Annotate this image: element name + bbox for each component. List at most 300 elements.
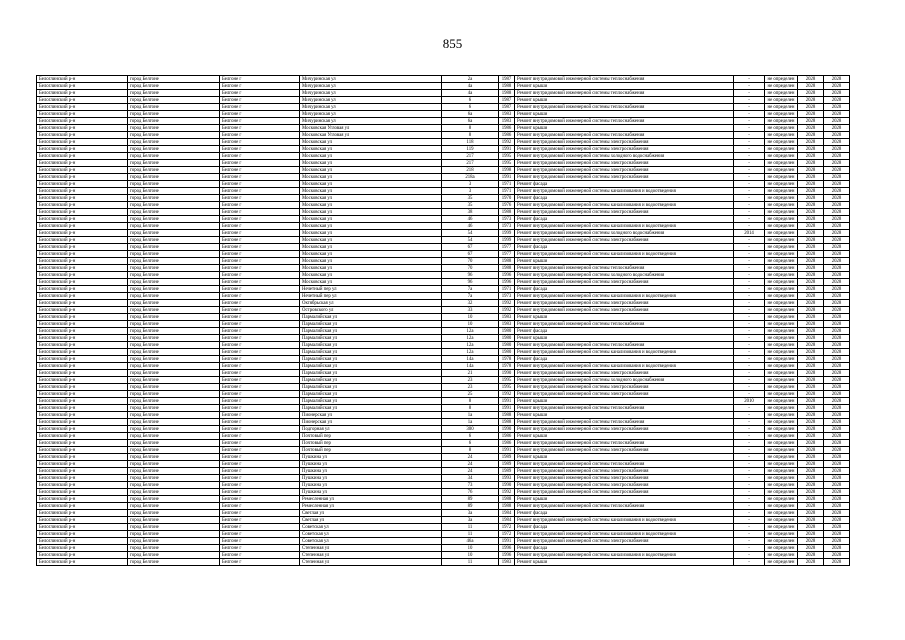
cell-house: 24 bbox=[442, 461, 499, 468]
cell-cost: не определен bbox=[765, 496, 798, 503]
cell-locality: Белгоне г bbox=[220, 370, 300, 377]
cell-end: 2028 bbox=[824, 517, 850, 524]
cell-work: Ремонт крыши bbox=[515, 496, 734, 503]
cell-district: Белоглинский р-н bbox=[37, 433, 128, 440]
table-row bbox=[37, 188, 850, 195]
cell-house: 24 bbox=[442, 454, 499, 461]
cell-settlement: город Белгоне bbox=[128, 132, 220, 139]
cell-year: 1973 bbox=[499, 216, 515, 223]
cell-settlement: город Белгоне bbox=[128, 209, 220, 216]
cell-work: Ремонт фасада bbox=[515, 216, 734, 223]
cell-start: 2028 bbox=[798, 111, 824, 118]
cell-work: Ремонт внутридомовой инженерной системы канализования и водоотведения bbox=[515, 531, 734, 538]
table-row bbox=[37, 125, 850, 132]
cell-settlement: город Белгоне bbox=[128, 524, 220, 531]
cell-street: Пармалийская ул bbox=[300, 356, 442, 363]
cell-year: 1980 bbox=[499, 342, 515, 349]
cell-street: Почтовый пер bbox=[300, 440, 442, 447]
table-row bbox=[37, 202, 850, 209]
table-row bbox=[37, 489, 850, 496]
cell-settlement: город Белгоне bbox=[128, 244, 220, 251]
cell-cost: не определен bbox=[765, 279, 798, 286]
cell-year: 1991 bbox=[499, 146, 515, 153]
cell-year: 1999 bbox=[499, 230, 515, 237]
cell-district: Белоглинский р-н bbox=[37, 356, 128, 363]
cell-district: Белоглинский р-н bbox=[37, 384, 128, 391]
cell-year: 1991 bbox=[499, 405, 515, 412]
cell-street: Московская ул bbox=[300, 188, 442, 195]
cell-start: 2028 bbox=[798, 216, 824, 223]
cell-district: Белоглинский р-н bbox=[37, 468, 128, 475]
cell-district: Белоглинский р-н bbox=[37, 321, 128, 328]
cell-dash: - bbox=[734, 97, 765, 104]
cell-cost: не определен bbox=[765, 300, 798, 307]
cell-locality: Белгоне г bbox=[220, 363, 300, 370]
cell-house: 3 bbox=[442, 181, 499, 188]
cell-settlement: город Белгоне bbox=[128, 230, 220, 237]
cell-street: Пионерская ул bbox=[300, 419, 442, 426]
cell-end: 2028 bbox=[824, 223, 850, 230]
cell-end: 2028 bbox=[824, 76, 850, 83]
cell-locality: Белгоне г bbox=[220, 90, 300, 97]
cell-settlement: город Белгоне bbox=[128, 223, 220, 230]
cell-settlement: город Белгоне bbox=[128, 167, 220, 174]
cell-locality: Белгоне г bbox=[220, 489, 300, 496]
cell-district: Белоглинский р-н bbox=[37, 342, 128, 349]
cell-start: 2028 bbox=[798, 139, 824, 146]
cell-work: Ремонт внутридомовой инженерной системы электроснабжения bbox=[515, 447, 734, 454]
cell-dash: - bbox=[734, 454, 765, 461]
cell-settlement: город Белгоне bbox=[128, 370, 220, 377]
cell-settlement: город Белгоне bbox=[128, 279, 220, 286]
cell-house: 96 bbox=[442, 272, 499, 279]
cell-work: Ремонт внутридомовой инженерной системы теплоснабжения bbox=[515, 419, 734, 426]
cell-locality: Белгоне г bbox=[220, 153, 300, 160]
cell-end: 2028 bbox=[824, 314, 850, 321]
cell-dash: - bbox=[734, 118, 765, 125]
cell-dash: - bbox=[734, 489, 765, 496]
cell-start: 2028 bbox=[798, 132, 824, 139]
cell-street: Пушкина ул bbox=[300, 468, 442, 475]
cell-start: 2028 bbox=[798, 328, 824, 335]
cell-work: Ремонт внутридомовой инженерной системы холодного водоснабжения bbox=[515, 153, 734, 160]
cell-house: 25 bbox=[442, 391, 499, 398]
cell-work: Ремонт крыши bbox=[515, 433, 734, 440]
cell-dash: - bbox=[734, 391, 765, 398]
cell-cost: не определен bbox=[765, 174, 798, 181]
cell-work: Ремонт внутридомовой инженерной системы теплоснабжения bbox=[515, 76, 734, 83]
cell-work: Ремонт крыши bbox=[515, 125, 734, 132]
cell-work: Ремонт внутридомовой инженерной системы теплоснабжения bbox=[515, 132, 734, 139]
table-row bbox=[37, 426, 850, 433]
cell-end: 2028 bbox=[824, 97, 850, 104]
cell-street: Пионерская ул bbox=[300, 412, 442, 419]
table-row bbox=[37, 223, 850, 230]
cell-house: 6 bbox=[442, 433, 499, 440]
cell-dash: - bbox=[734, 419, 765, 426]
cell-end: 2028 bbox=[824, 244, 850, 251]
cell-settlement: город Белгоне bbox=[128, 118, 220, 125]
cell-street: Московская Угловая ул bbox=[300, 125, 442, 132]
cell-dash: - bbox=[734, 538, 765, 545]
cell-house: 23 bbox=[442, 384, 499, 391]
cell-cost: не определен bbox=[765, 482, 798, 489]
cell-house: 10 bbox=[442, 552, 499, 559]
cell-dash: - bbox=[734, 104, 765, 111]
cell-year: 1988 bbox=[499, 265, 515, 272]
cell-settlement: город Белгоне bbox=[128, 475, 220, 482]
cell-work: Ремонт внутридомовой инженерной системы канализования и водоотведения bbox=[515, 552, 734, 559]
cell-start: 2028 bbox=[798, 370, 824, 377]
cell-cost: не определен bbox=[765, 251, 798, 258]
cell-settlement: город Белгоне bbox=[128, 538, 220, 545]
cell-district: Белоглинский р-н bbox=[37, 475, 128, 482]
cell-settlement: город Белгоне bbox=[128, 510, 220, 517]
cell-start: 2028 bbox=[798, 174, 824, 181]
cell-settlement: город Белгоне bbox=[128, 146, 220, 153]
cell-year: 1991 bbox=[499, 538, 515, 545]
cell-dash: - bbox=[734, 167, 765, 174]
cell-year: 1983 bbox=[499, 321, 515, 328]
cell-dash: - bbox=[734, 405, 765, 412]
cell-cost: не определен bbox=[765, 160, 798, 167]
cell-settlement: город Белгоне bbox=[128, 468, 220, 475]
cell-locality: Белгоне г bbox=[220, 398, 300, 405]
cell-district: Белоглинский р-н bbox=[37, 552, 128, 559]
cell-house: 10 bbox=[442, 321, 499, 328]
cell-cost: не определен bbox=[765, 83, 798, 90]
cell-settlement: город Белгоне bbox=[128, 552, 220, 559]
cell-house: 6а bbox=[442, 111, 499, 118]
cell-street: Московская ул bbox=[300, 216, 442, 223]
cell-street: Московская ул bbox=[300, 258, 442, 265]
cell-year: 1980 bbox=[499, 349, 515, 356]
cell-start: 2028 bbox=[798, 300, 824, 307]
cell-cost: не определен bbox=[765, 132, 798, 139]
cell-house: 70 bbox=[442, 265, 499, 272]
cell-house: 2а bbox=[442, 76, 499, 83]
cell-district: Белоглинский р-н bbox=[37, 524, 128, 531]
cell-settlement: город Белгоне bbox=[128, 349, 220, 356]
cell-work: Ремонт крыши bbox=[515, 398, 734, 405]
cell-district: Белоглинский р-н bbox=[37, 482, 128, 489]
cell-year: 1991 bbox=[499, 398, 515, 405]
cell-settlement: город Белгоне bbox=[128, 426, 220, 433]
cell-work: Ремонт внутридомовой инженерной системы теплоснабжения bbox=[515, 405, 734, 412]
cell-cost: не определен bbox=[765, 244, 798, 251]
cell-work: Ремонт фасада bbox=[515, 524, 734, 531]
cell-locality: Белгоне г bbox=[220, 342, 300, 349]
cell-district: Белоглинский р-н bbox=[37, 447, 128, 454]
cell-cost: не определен bbox=[765, 258, 798, 265]
cell-year: 1996 bbox=[499, 545, 515, 552]
table-row bbox=[37, 174, 850, 181]
table-row bbox=[37, 461, 850, 468]
cell-work: Ремонт внутридомовой инженерной системы электроснабжения bbox=[515, 384, 734, 391]
cell-end: 2028 bbox=[824, 426, 850, 433]
cell-year: 1992 bbox=[499, 307, 515, 314]
table-row bbox=[37, 321, 850, 328]
cell-dash: - bbox=[734, 475, 765, 482]
cell-house: 12а bbox=[442, 328, 499, 335]
cell-cost: не определен bbox=[765, 510, 798, 517]
cell-district: Белоглинский р-н bbox=[37, 244, 128, 251]
cell-dash: - bbox=[734, 160, 765, 167]
cell-dash: - bbox=[734, 216, 765, 223]
cell-house: 217 bbox=[442, 153, 499, 160]
table-row bbox=[37, 153, 850, 160]
cell-end: 2028 bbox=[824, 559, 850, 566]
cell-start: 2028 bbox=[798, 412, 824, 419]
cell-end: 2028 bbox=[824, 258, 850, 265]
cell-dash: - bbox=[734, 447, 765, 454]
cell-end: 2028 bbox=[824, 125, 850, 132]
cell-house: 46 bbox=[442, 223, 499, 230]
cell-work: Ремонт крыши bbox=[515, 111, 734, 118]
cell-district: Белоглинский р-н bbox=[37, 405, 128, 412]
cell-house: 1а bbox=[442, 412, 499, 419]
cell-street: Нечетный пер ул bbox=[300, 293, 442, 300]
cell-year: 1987 bbox=[499, 97, 515, 104]
cell-settlement: город Белгоне bbox=[128, 454, 220, 461]
cell-cost: не определен bbox=[765, 349, 798, 356]
cell-cost: не определен bbox=[765, 531, 798, 538]
cell-year: 1988 bbox=[499, 412, 515, 419]
cell-cost: не определен bbox=[765, 405, 798, 412]
cell-settlement: город Белгоне bbox=[128, 517, 220, 524]
cell-street: Пармалийская ул bbox=[300, 377, 442, 384]
cell-cost: не определен bbox=[765, 335, 798, 342]
cell-end: 2028 bbox=[824, 538, 850, 545]
cell-dash: - bbox=[734, 209, 765, 216]
table-row bbox=[37, 398, 850, 405]
cell-dash: - bbox=[734, 545, 765, 552]
cell-locality: Белгоне г bbox=[220, 181, 300, 188]
cell-end: 2028 bbox=[824, 440, 850, 447]
cell-year: 1988 bbox=[499, 83, 515, 90]
table-row bbox=[37, 391, 850, 398]
cell-district: Белоглинский р-н bbox=[37, 188, 128, 195]
cell-dash: - bbox=[734, 272, 765, 279]
cell-end: 2028 bbox=[824, 391, 850, 398]
cell-district: Белоглинский р-н bbox=[37, 426, 128, 433]
cell-house: 73 bbox=[442, 482, 499, 489]
cell-locality: Белгоне г bbox=[220, 524, 300, 531]
cell-start: 2028 bbox=[798, 349, 824, 356]
cell-district: Белоглинский р-н bbox=[37, 111, 128, 118]
cell-start: 2028 bbox=[798, 209, 824, 216]
cell-house: 8 bbox=[442, 398, 499, 405]
cell-locality: Белгоне г bbox=[220, 216, 300, 223]
cell-street: Мичуринская ул bbox=[300, 76, 442, 83]
cell-year: 1977 bbox=[499, 251, 515, 258]
cell-street: Островского ул bbox=[300, 307, 442, 314]
cell-work: Ремонт крыши bbox=[515, 412, 734, 419]
cell-district: Белоглинский р-н bbox=[37, 146, 128, 153]
cell-street: Московская ул bbox=[300, 181, 442, 188]
cell-year: 1986 bbox=[499, 125, 515, 132]
cell-start: 2028 bbox=[798, 202, 824, 209]
table-row bbox=[37, 76, 850, 83]
cell-cost: не определен bbox=[765, 167, 798, 174]
cell-street: Ремесленная ул bbox=[300, 496, 442, 503]
cell-year: 1983 bbox=[499, 559, 515, 566]
cell-year: 1993 bbox=[499, 475, 515, 482]
cell-settlement: город Белгоне bbox=[128, 433, 220, 440]
cell-dash: - bbox=[734, 195, 765, 202]
cell-year: 1978 bbox=[499, 356, 515, 363]
cell-cost: не определен bbox=[765, 545, 798, 552]
table-row bbox=[37, 328, 850, 335]
cell-locality: Белгоне г bbox=[220, 482, 300, 489]
cell-year: 1983 bbox=[499, 314, 515, 321]
cell-district: Белоглинский р-н bbox=[37, 307, 128, 314]
cell-dash: - bbox=[734, 111, 765, 118]
table-row bbox=[37, 265, 850, 272]
cell-house: 7а bbox=[442, 293, 499, 300]
cell-cost: не определен bbox=[765, 398, 798, 405]
table-row bbox=[37, 545, 850, 552]
cell-end: 2028 bbox=[824, 83, 850, 90]
cell-settlement: город Белгоне bbox=[128, 559, 220, 566]
cell-street: Пармалийская ул bbox=[300, 314, 442, 321]
cell-work: Ремонт крыши bbox=[515, 335, 734, 342]
cell-house: 54 bbox=[442, 230, 499, 237]
cell-street: Пармалийская ул bbox=[300, 335, 442, 342]
cell-locality: Белгоне г bbox=[220, 517, 300, 524]
cell-street: Пармалийская ул bbox=[300, 391, 442, 398]
cell-cost: не определен bbox=[765, 139, 798, 146]
cell-start: 2028 bbox=[798, 468, 824, 475]
cell-district: Белоглинский р-н bbox=[37, 510, 128, 517]
cell-dash: - bbox=[734, 237, 765, 244]
cell-year: 1996 bbox=[499, 279, 515, 286]
cell-street: Светлая ул bbox=[300, 517, 442, 524]
cell-locality: Белгоне г bbox=[220, 104, 300, 111]
cell-district: Белоглинский р-н bbox=[37, 503, 128, 510]
table-row bbox=[37, 552, 850, 559]
cell-start: 2028 bbox=[798, 363, 824, 370]
table-row bbox=[37, 342, 850, 349]
cell-dash: - bbox=[734, 412, 765, 419]
cell-house: 10 bbox=[442, 545, 499, 552]
cell-start: 2028 bbox=[798, 335, 824, 342]
cell-street: Московская ул bbox=[300, 279, 442, 286]
cell-work: Ремонт внутридомовой инженерной системы теплоснабжения bbox=[515, 265, 734, 272]
cell-work: Ремонт внутридомовой инженерной системы теплоснабжения bbox=[515, 342, 734, 349]
cell-street: Пармалийская ул bbox=[300, 342, 442, 349]
cell-work: Ремонт внутридомовой инженерной системы электроснабжения bbox=[515, 209, 734, 216]
cell-start: 2028 bbox=[798, 97, 824, 104]
cell-district: Белоглинский р-н bbox=[37, 398, 128, 405]
cell-cost: не определен bbox=[765, 90, 798, 97]
cell-locality: Белгоне г bbox=[220, 146, 300, 153]
cell-work: Ремонт внутридомовой инженерной системы электроснабжения bbox=[515, 174, 734, 181]
cell-cost: не определен bbox=[765, 356, 798, 363]
cell-dash: - bbox=[734, 440, 765, 447]
cell-house: 300 bbox=[442, 426, 499, 433]
cell-year: 1986 bbox=[499, 132, 515, 139]
cell-year: 1992 bbox=[499, 300, 515, 307]
cell-dash: - bbox=[734, 293, 765, 300]
cell-work: Ремонт крыши bbox=[515, 258, 734, 265]
cell-year: 1984 bbox=[499, 510, 515, 517]
cell-street: Ремесленная ул bbox=[300, 503, 442, 510]
cell-dash: - bbox=[734, 132, 765, 139]
cell-start: 2028 bbox=[798, 517, 824, 524]
cell-cost: не определен bbox=[765, 146, 798, 153]
cell-start: 2028 bbox=[798, 531, 824, 538]
cell-locality: Белгоне г bbox=[220, 510, 300, 517]
cell-work: Ремонт внутридомовой инженерной системы канализования и водоотведения bbox=[515, 293, 734, 300]
cell-start: 2028 bbox=[798, 314, 824, 321]
cell-year: 1978 bbox=[499, 363, 515, 370]
cell-street: Московская ул bbox=[300, 146, 442, 153]
cell-work: Ремонт фасада bbox=[515, 328, 734, 335]
cell-settlement: город Белгоне bbox=[128, 342, 220, 349]
cell-cost: не определен bbox=[765, 461, 798, 468]
cell-locality: Белгоне г bbox=[220, 328, 300, 335]
cell-locality: Белгоне г bbox=[220, 111, 300, 118]
cell-cost: не определен bbox=[765, 517, 798, 524]
cell-locality: Белгоне г bbox=[220, 293, 300, 300]
cell-cost: не определен bbox=[765, 552, 798, 559]
cell-settlement: город Белгоне bbox=[128, 447, 220, 454]
cell-end: 2028 bbox=[824, 146, 850, 153]
cell-street: Пушкина ул bbox=[300, 461, 442, 468]
cell-house: 6а bbox=[442, 118, 499, 125]
cell-end: 2028 bbox=[824, 370, 850, 377]
cell-locality: Белгоне г bbox=[220, 307, 300, 314]
cell-start: 2028 bbox=[798, 293, 824, 300]
cell-district: Белоглинский р-н bbox=[37, 97, 128, 104]
cell-house: 118 bbox=[442, 139, 499, 146]
cell-settlement: город Белгоне bbox=[128, 104, 220, 111]
table-row bbox=[37, 510, 850, 517]
cell-work: Ремонт крыши bbox=[515, 559, 734, 566]
cell-district: Белоглинский р-н bbox=[37, 153, 128, 160]
table-row bbox=[37, 237, 850, 244]
cell-settlement: город Белгоне bbox=[128, 363, 220, 370]
cell-district: Белоглинский р-н bbox=[37, 181, 128, 188]
cell-house: 67 bbox=[442, 244, 499, 251]
cell-cost: не определен bbox=[765, 363, 798, 370]
table-row bbox=[37, 90, 850, 97]
cell-start: 2028 bbox=[798, 342, 824, 349]
cell-locality: Белгоне г bbox=[220, 188, 300, 195]
cell-house: 6 bbox=[442, 97, 499, 104]
cell-cost: не определен bbox=[765, 475, 798, 482]
cell-start: 2028 bbox=[798, 104, 824, 111]
cell-work: Ремонт внутридомовой инженерной системы электроснабжения bbox=[515, 279, 734, 286]
cell-dash: - bbox=[734, 559, 765, 566]
cell-dash: - bbox=[734, 510, 765, 517]
table-row bbox=[37, 300, 850, 307]
cell-end: 2028 bbox=[824, 321, 850, 328]
table-row bbox=[37, 160, 850, 167]
cell-settlement: город Белгоне bbox=[128, 356, 220, 363]
cell-dash: - bbox=[734, 223, 765, 230]
cell-start: 2028 bbox=[798, 545, 824, 552]
cell-locality: Белгоне г bbox=[220, 258, 300, 265]
cell-street: Мичуринская ул bbox=[300, 97, 442, 104]
table-row bbox=[37, 384, 850, 391]
cell-district: Белоглинский р-н bbox=[37, 230, 128, 237]
cell-work: Ремонт внутридомовой инженерной системы теплоснабжения bbox=[515, 104, 734, 111]
cell-house: 11 bbox=[442, 524, 499, 531]
cell-year: 1970 bbox=[499, 195, 515, 202]
cell-end: 2028 bbox=[824, 216, 850, 223]
